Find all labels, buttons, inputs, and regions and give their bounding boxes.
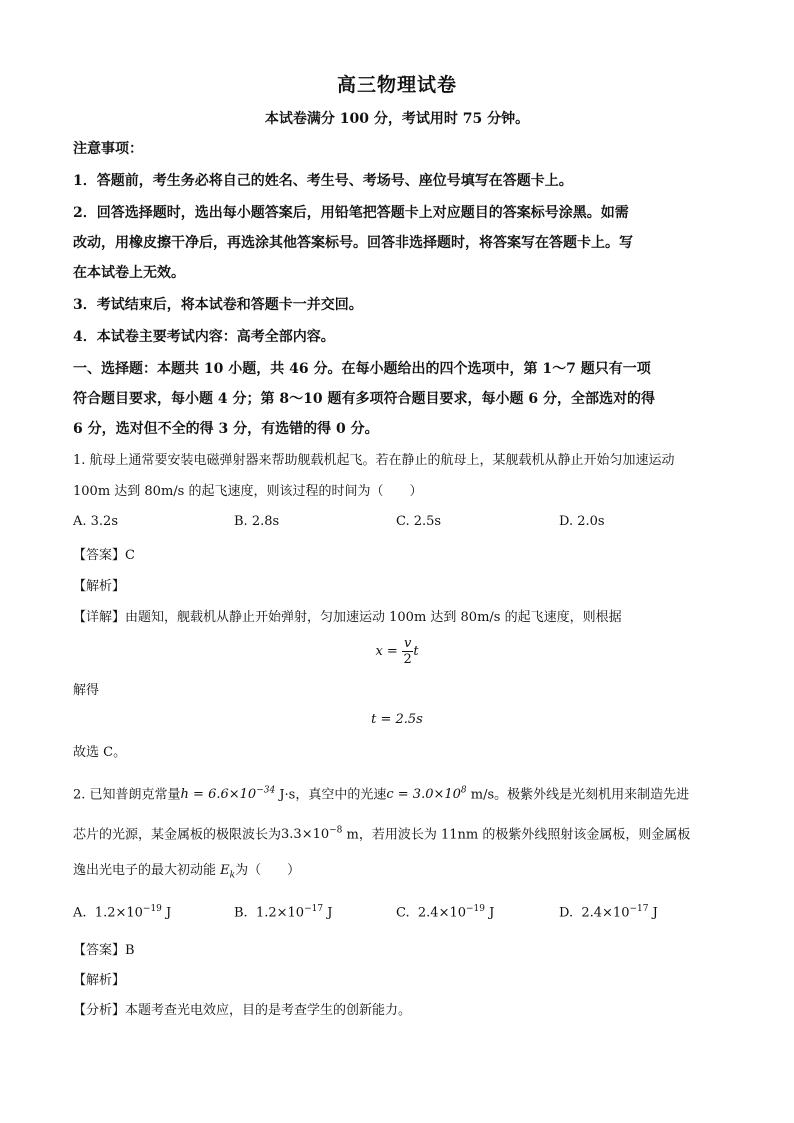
q2-fenxi: 【分析】本题考查光电效应，目的是考查学生的创新能力。 bbox=[73, 1003, 412, 1018]
q1-option-b: B. 2.8s bbox=[234, 514, 280, 529]
q2-stem-text: 逸出光电子的最大初动能 bbox=[73, 863, 217, 878]
q2-analysis-label: 【解析】 bbox=[73, 973, 126, 988]
q2-stem-text: ，若用波长为 11nm 的极紫外线照射该金属板，则金属板 bbox=[358, 827, 691, 843]
formula-right: t bbox=[413, 644, 419, 659]
q2-answer: 【答案】B bbox=[73, 943, 135, 958]
note-2-line-3: 在本试卷上无效。 bbox=[73, 265, 185, 281]
planck-constant: $h = 6.6\times 10^{-34}$ bbox=[180, 786, 276, 803]
formula-left: x = bbox=[375, 644, 398, 659]
q1-option-d: D. 2.0s bbox=[559, 514, 605, 529]
q1-conclusion: 故选 C。 bbox=[73, 745, 127, 760]
q1-option-a: A. 3.2s bbox=[73, 514, 118, 529]
kinetic-energy-symbol: $E_k$ bbox=[220, 863, 236, 881]
notes-heading: 注意事项： bbox=[73, 141, 143, 157]
q2-option-a: A. $1.2\times 10^{-19}$ J bbox=[73, 904, 172, 921]
q1-stem-line-2: 100m 达到 80m/s 的起飞速度，则该过程的时间为（ ） bbox=[73, 484, 423, 499]
formula-numerator: v bbox=[403, 636, 412, 651]
note-3: 3．考试结束后，将本试卷和答题卡一并交回。 bbox=[73, 297, 363, 313]
section-instructions-line-2: 符合题目要求，每小题 4 分；第 8～10 题有多项符合题目要求，每小题 6 分，全部选对的得 bbox=[73, 391, 655, 407]
q2-stem-line-2 bbox=[73, 820, 733, 846]
q2-option-c: C. $2.4\times 10^{-19}$ J bbox=[396, 904, 495, 921]
q1-stem-line-1: 1. 航母上通常要安装电磁弹射器来帮助舰载机起飞。若在静止的航母上，某舰载机从静止开始匀加速运动 bbox=[73, 453, 675, 468]
q1-result: t = 2.5s bbox=[371, 712, 423, 727]
q1-solve-label: 解得 bbox=[73, 683, 100, 698]
q2-option-b: B. $1.2\times 10^{-17}$ J bbox=[234, 904, 333, 921]
planck-unit: J·s bbox=[275, 787, 296, 803]
note-2-line-1: 2．回答选择题时，选出每小题答案后，用铅笔把答题卡上对应题目的答案标号涂黑。如需 bbox=[73, 205, 629, 221]
q2-stem-line-3 bbox=[73, 860, 733, 887]
q1-answer: 【答案】C bbox=[73, 548, 135, 563]
note-4: 4．本试卷主要考试内容：高考全部内容。 bbox=[73, 329, 335, 345]
q1-option-c: C. 2.5s bbox=[396, 514, 442, 529]
q2-stem-text: ，真空中的光速 bbox=[295, 787, 387, 803]
section-instructions-line-1: 一、选择题：本题共 10 小题，共 46 分。在每小题给出的四个选项中，第 1～7 题只有一项 bbox=[73, 361, 651, 377]
q1-analysis-label: 【解析】 bbox=[73, 579, 126, 594]
q2-stem-text: 2. 已知普朗克常量 bbox=[73, 787, 181, 803]
q2-stem-text: 为（ ） bbox=[235, 863, 301, 878]
q2-stem-text: 芯片的光源，某金属板的极限波长为 bbox=[73, 827, 282, 843]
note-2-line-2: 改动，用橡皮擦干净后，再选涂其他答案标号。回答非选择题时，将答案写在答题卡上。写 bbox=[73, 235, 633, 251]
q2-stem-text: 。极紫外线是光刻机用来制造先进 bbox=[494, 787, 690, 803]
q2-option-d: D. $2.4\times 10^{-17}$ J bbox=[559, 904, 658, 921]
note-1: 1．答题前，考生务必将自己的姓名、考生号、考场号、座位号填写在答题卡上。 bbox=[73, 173, 573, 189]
wavelength-unit: m bbox=[342, 827, 359, 843]
exam-info: 本试卷满分 100 分，考试用时 75 分钟。 bbox=[264, 111, 530, 127]
light-speed: $c = 3.0\times 10^8$ bbox=[386, 786, 467, 803]
section-instructions-line-3: 6 分，选对但不全的得 3 分，有选错的得 0 分。 bbox=[73, 421, 379, 437]
q1-formula bbox=[0, 636, 794, 667]
light-speed-unit: m/s bbox=[466, 787, 495, 803]
formula-fraction bbox=[402, 636, 413, 667]
q2-stem-line-1 bbox=[73, 780, 733, 806]
threshold-wavelength: $3.3\times 10^{-8}$ bbox=[281, 826, 343, 843]
page-title: 高三物理试卷 bbox=[336, 74, 457, 96]
q1-detail: 【详解】由题知，舰载机从静止开始弹射，匀加速运动 100m 达到 80m/s 的起飞速度，则根据 bbox=[73, 610, 622, 625]
formula-denominator: 2 bbox=[403, 652, 412, 667]
